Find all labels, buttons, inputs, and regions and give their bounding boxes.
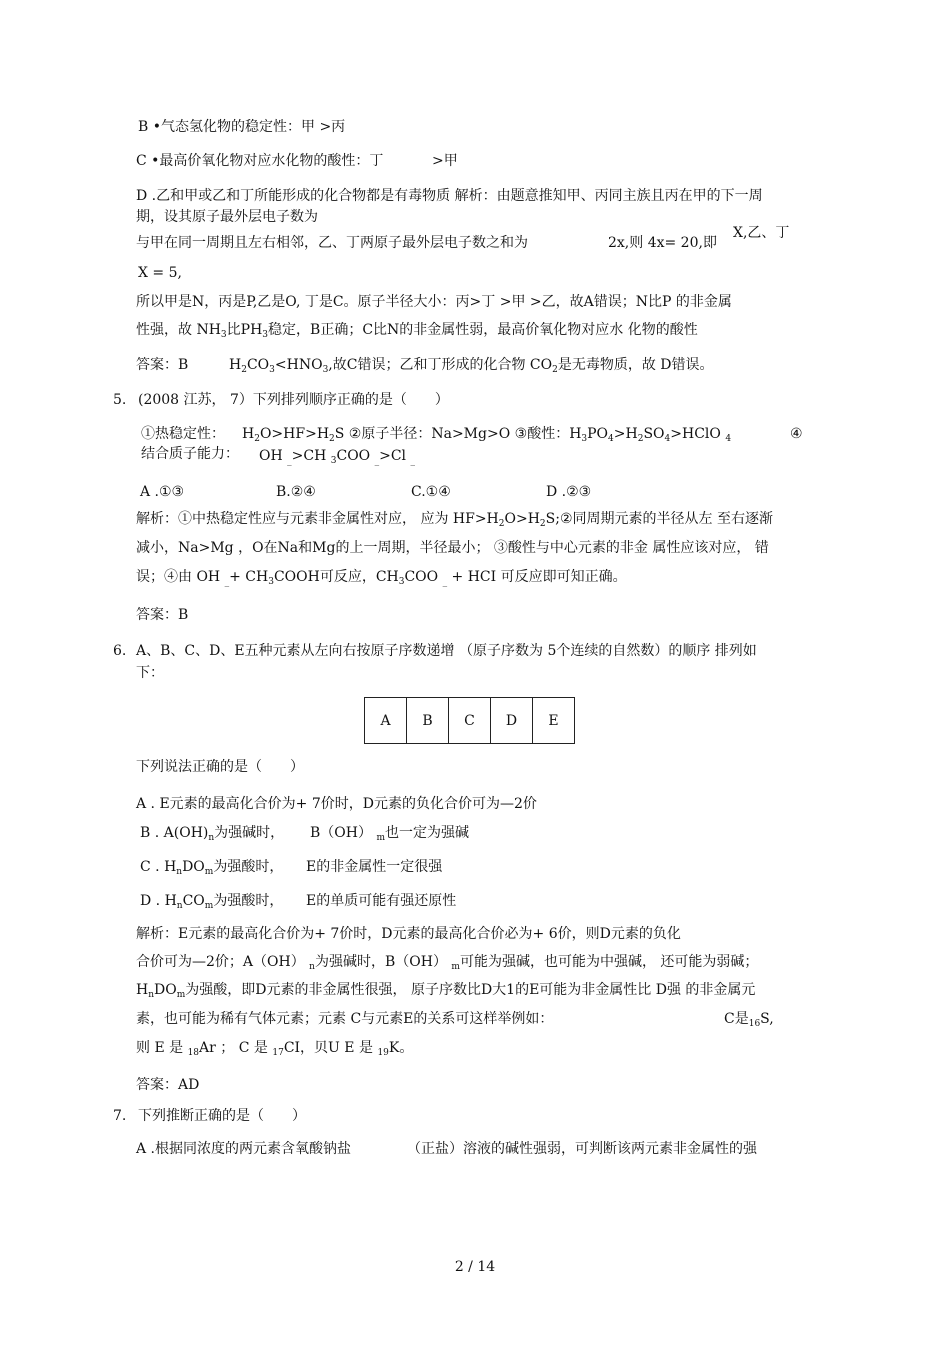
q4-answer-note: $H_2CO_3<HNO_3$,故C错误；乙和丁形成的化合物 $CO_2$是无毒物质，故 D错误。 bbox=[229, 357, 714, 375]
q5-stem: (2008 江苏， 7）下列排列顺序正确的是（ ） bbox=[138, 392, 449, 408]
q6-option-c: C . $H_nDO_m$为强酸时， bbox=[140, 859, 284, 877]
table-cell-e: E bbox=[533, 698, 575, 744]
q6-stem: 下： bbox=[136, 665, 164, 681]
q4-option-b: B •气态氢化物的稳定性：甲 >丙 bbox=[138, 119, 346, 135]
element-order-table bbox=[364, 697, 575, 744]
q5-analysis-line: 减小，Na>Mg ，O在Na和Mg的上一周期，半径最小； ③酸性与中心元素的非金 属性应该对应， 错 bbox=[136, 540, 769, 556]
q5-statement-4-mark: ④ bbox=[790, 426, 803, 442]
q5-option-a: A .①③ bbox=[140, 484, 185, 500]
table-cell-d: D bbox=[491, 698, 533, 744]
q5-statements: OH $_{\_}$>CH $_3$COO $_{\_}$>Cl $_{\_}$ bbox=[259, 448, 415, 466]
q5-statements: $H_2O>HF>H_2S$ ②原子半径：Na>Mg>O ③酸性：$H_3PO_4>H_2SO_4>HClO$ $_4$ bbox=[242, 426, 732, 444]
q5-statements: 结合质子能力： bbox=[141, 446, 239, 462]
q6-option-d-tail: E的单质可能有强还原性 bbox=[306, 893, 457, 909]
q4-option-c: C •最高价氧化物对应水化物的酸性：丁 bbox=[136, 153, 384, 169]
q6-analysis-line: 素，也可能为稀有气体元素；元素 C与元素E的关系可这样举例如： bbox=[136, 1011, 554, 1027]
q5-analysis-line: 解析：①中热稳定性应与元素非金属性对应， 应为 $HF>H_2O>H_2S;②$同周期元素的半径从左 至右逐渐 bbox=[136, 511, 773, 529]
q7-stem: 下列推断正确的是（ ） bbox=[138, 1108, 306, 1124]
q6-analysis-line: 则 E 是 $_{18}$Ar ； C 是 $_{17}$CI，贝U E 是 $_{19}$K。 bbox=[136, 1040, 414, 1058]
q6-number: 6. bbox=[113, 643, 127, 659]
q5-option-d: D .②③ bbox=[546, 484, 592, 500]
q7-number: 7. bbox=[113, 1108, 127, 1124]
q4-analysis-line: X,乙、丁 bbox=[733, 225, 790, 241]
table-cell-b: B bbox=[407, 698, 449, 744]
q5-number: 5. bbox=[113, 392, 127, 408]
q5-answer: 答案：B bbox=[136, 607, 189, 623]
q6-analysis-line: 合价可为—2价；A（OH） $_n$为强碱时，B（OH） $_m$可能为强碱，也可能为中强碱， 还可能为弱碱； bbox=[136, 954, 759, 972]
q6-option-d: D . $H_nCO_m$为强酸时， bbox=[140, 893, 284, 911]
q4-answer: 答案：B bbox=[136, 357, 189, 373]
table-cell-a: A bbox=[365, 698, 407, 744]
q4-analysis-line: 2x,则 4x= 20,即 bbox=[608, 235, 717, 251]
q6-analysis-line: $H_nDO_m$为强酸，即D元素的非金属性很强， 原子序数比D大1的E可能为非金属性比 D强 的非金属元 bbox=[136, 982, 756, 1000]
q4-option-d: D .乙和甲或乙和丁所能形成的化合物都是有毒物质 解析：由题意推知甲、丙同主族且丙在甲的下一周 bbox=[136, 188, 763, 204]
q5-option-b: B.②④ bbox=[276, 484, 316, 500]
q4-analysis-line: 所以甲是N，丙是P,乙是O, 丁是C。原子半径大小：丙>丁 >甲 >乙，故A错误；N比P 的非金属 bbox=[136, 294, 732, 310]
q5-statements: ①热稳定性： bbox=[141, 426, 225, 442]
table-row bbox=[365, 698, 575, 744]
q6-analysis-line: 解析：E元素的最高化合价为+ 7价时，D元素的最高化合价必为+ 6价，则D元素的负化 bbox=[136, 926, 681, 942]
q6-question: 下列说法正确的是（ ） bbox=[136, 759, 304, 775]
q6-answer: 答案：AD bbox=[136, 1077, 200, 1093]
q6-option-c-tail: E的非金属性一定很强 bbox=[306, 859, 443, 875]
page-number: 2 / 14 bbox=[454, 1259, 496, 1275]
q6-analysis-line: C是$_{16}$S, bbox=[724, 1011, 774, 1029]
q5-analysis-line: 误；④由 OH $_{\_}+ CH_3COOH$可反应，$CH_3COO$ $_{\_}$ + HCI 可反应即可知正确。 bbox=[136, 569, 627, 587]
q4-analysis-line: 性强，故 $NH_3$比$PH_3$稳定，B正确；C比N的非金属性弱，最高价氧化物对应水 化物的酸性 bbox=[136, 322, 698, 340]
q4-analysis-line: 与甲在同一周期且左右相邻，乙、丁两原子最外层电子数之和为 bbox=[136, 235, 528, 251]
q6-option-b-tail: B（OH） $_m$也一定为强碱 bbox=[310, 825, 469, 843]
table-cell-c: C bbox=[449, 698, 491, 744]
q6-option-b: B . $A(OH)_n$为强碱时， bbox=[140, 825, 285, 843]
q6-option-a: A . E元素的最高化合价为+ 7价时，D元素的负化合价可为—2价 bbox=[136, 796, 537, 812]
q7-option-a: A .根据同浓度的两元素含氧酸钠盐 bbox=[136, 1141, 352, 1157]
q4-analysis-line: 期，设其原子最外层电子数为 bbox=[136, 209, 318, 225]
q5-option-c: C.①④ bbox=[411, 484, 451, 500]
q4-analysis-line: X = 5, bbox=[138, 265, 182, 281]
q6-stem: A、B、C、D、E五种元素从左向右按原子序数递增 （原子序数为 5个连续的自然数）的顺序 排列如 bbox=[136, 643, 757, 659]
q7-option-a-tail: （正盐）溶液的碱性强弱，可判断该两元素非金属性的强 bbox=[407, 1141, 757, 1157]
q4-option-c-tail: >甲 bbox=[432, 153, 458, 169]
